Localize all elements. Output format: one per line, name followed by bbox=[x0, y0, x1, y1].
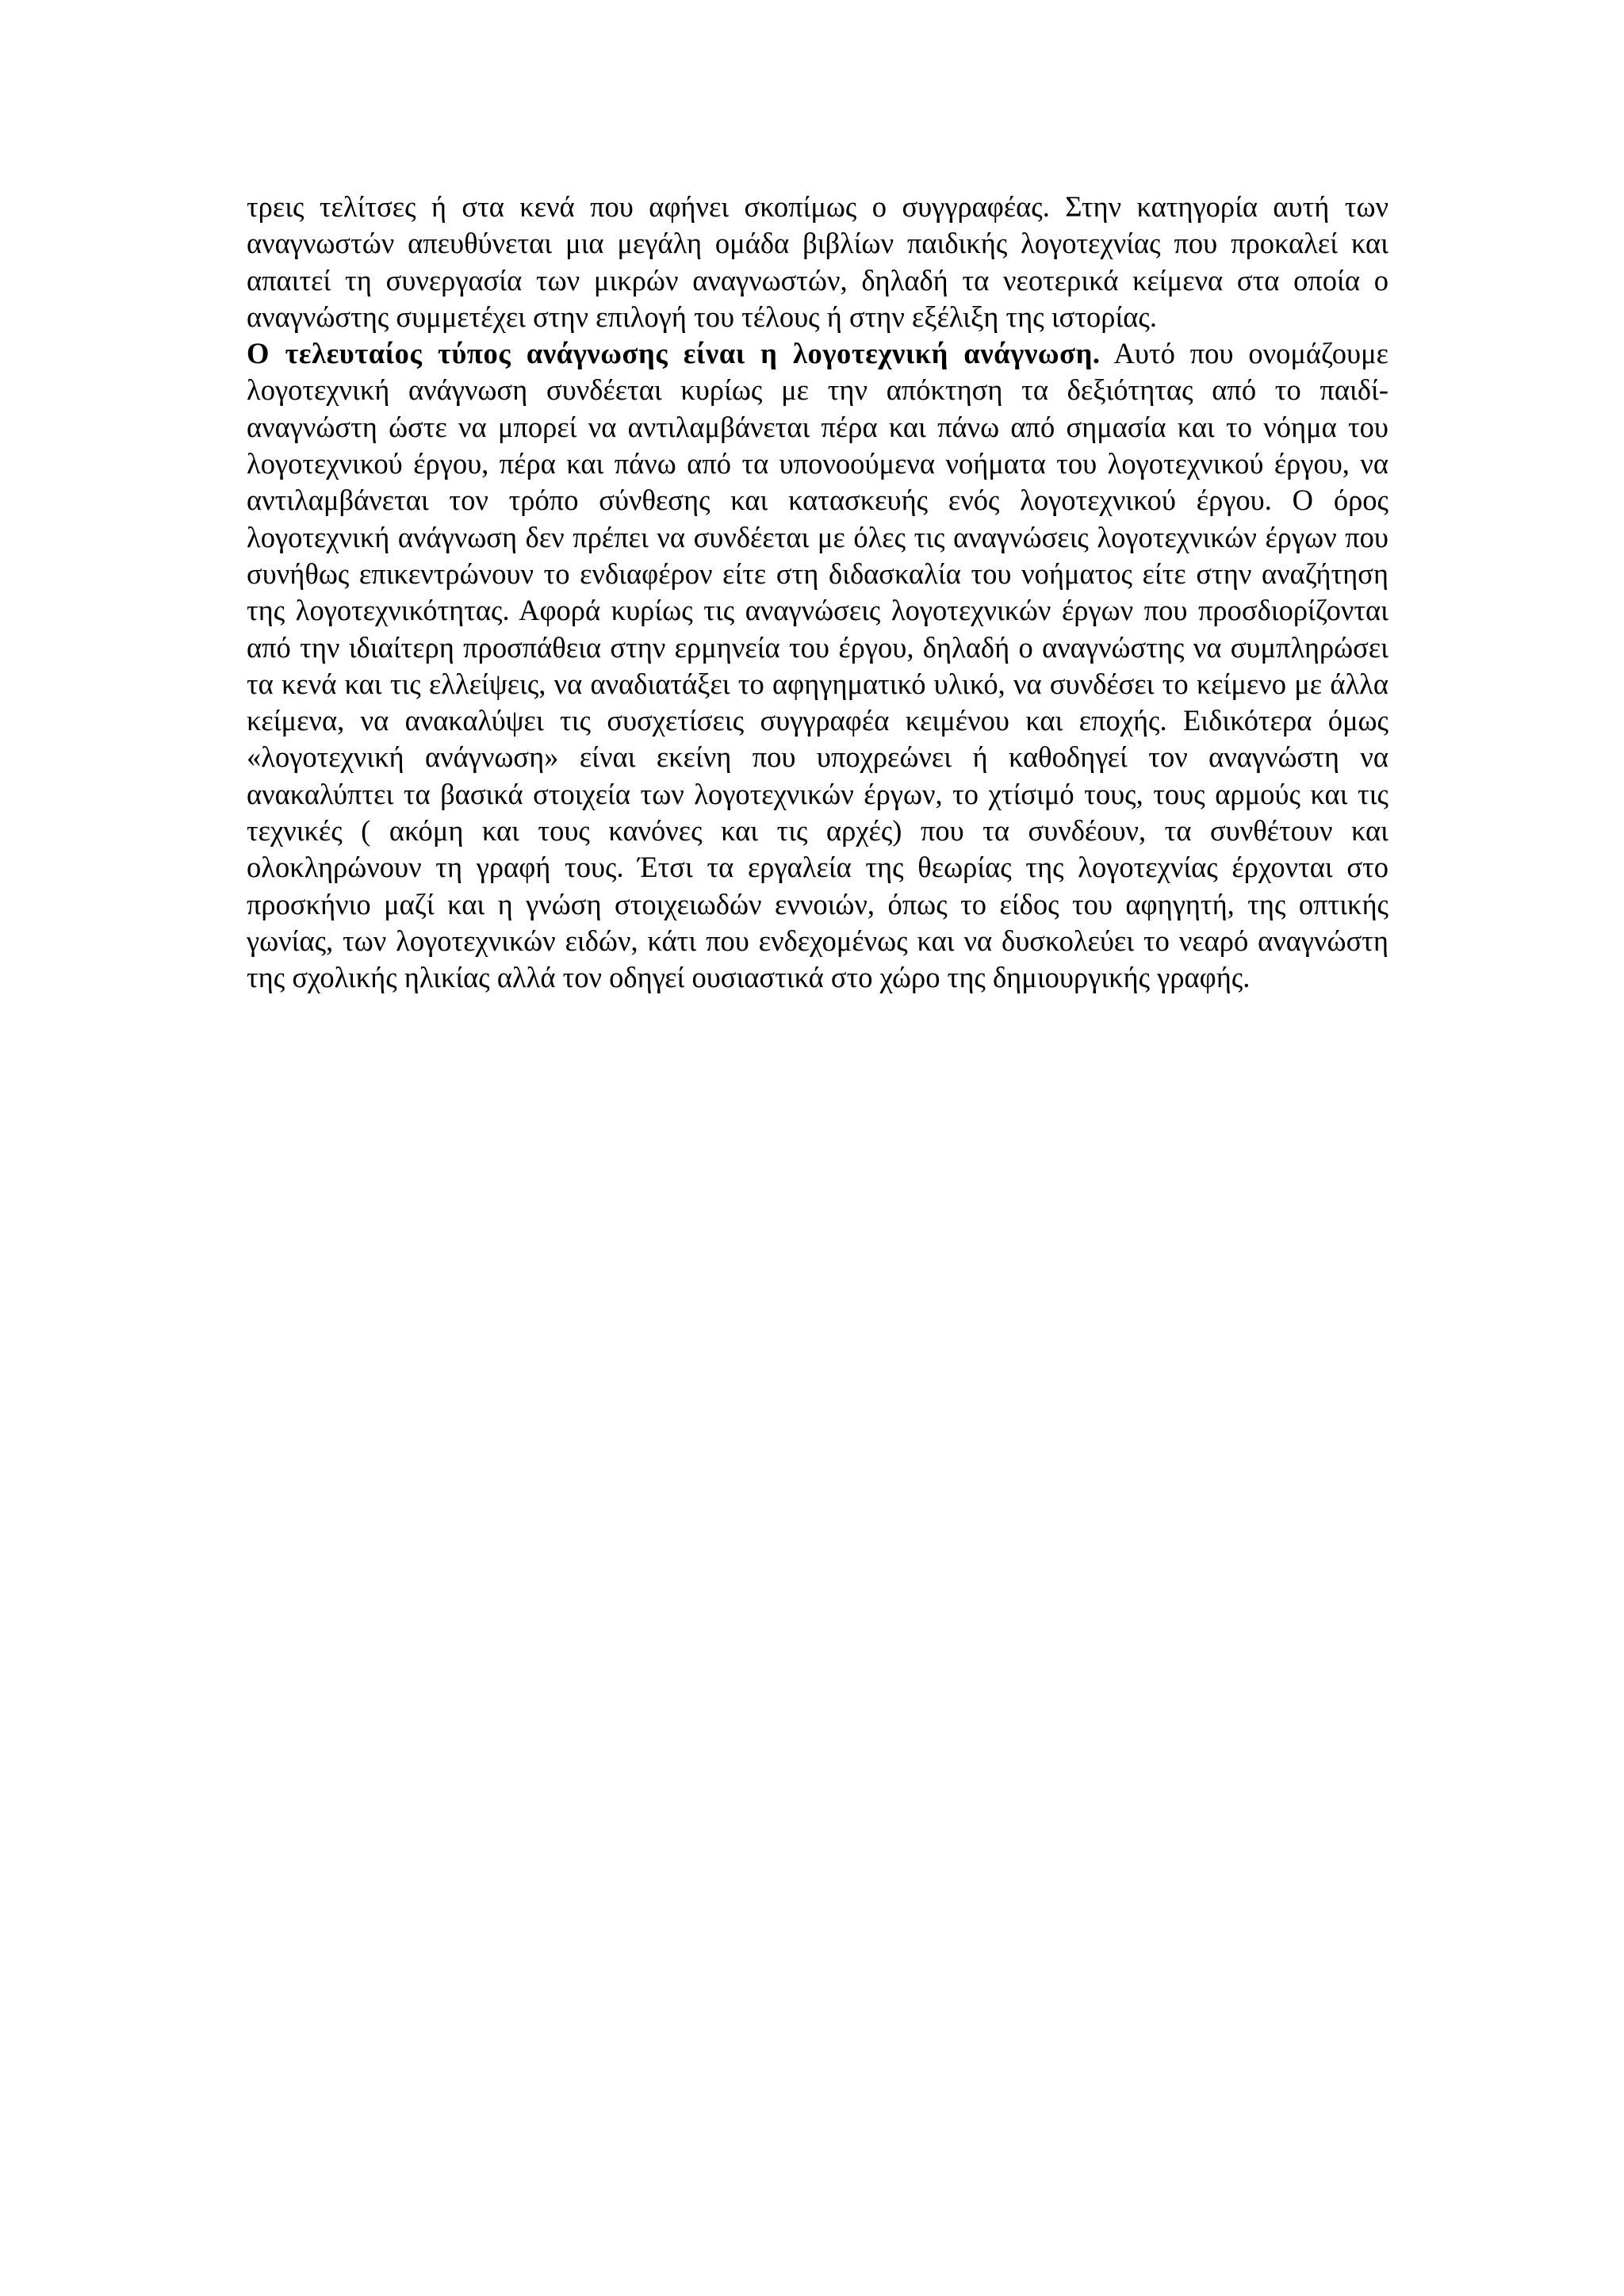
paragraph-reader-participation: τρεις τελίτσες ή στα κενά που αφήνει σκοπίμως ο συγγραφέας. Στην κατηγορία αυτή των αναγνωστών απευθύνεται μια μεγάλη ομάδα βιβλίων παιδικής λογοτεχνίας που προκαλεί και απαιτεί τη συνεργασία των μικρών αναγνωστών, δηλαδή τα νεοτερικά κείμενα στα οποία ο αναγνώστης συμμετέχει στην επιλογή του τέλους ή στην εξέλιξη της ιστορίας. bbox=[247, 190, 1388, 333]
body-text bbox=[247, 189, 1388, 997]
paragraph-lead-bold: Ο τελευταίος τύπος ανάγνωσης είναι η λογοτεχνική ανάγνωση. bbox=[247, 337, 1101, 370]
paragraph-body: Αυτό που ονομάζουμε λογοτεχνική ανάγνωση συνδέεται κυρίως με την απόκτηση τα δεξιότητας από το παιδί- αναγνώστη ώστε να μπορεί να αντιλαμβάνεται πέρα και πάνω από σημασία και το νόημα του λογοτεχνικού έργου, πέρα και πάνω από τα υπονοούμενα νοήματα του λογοτεχνικού έργου, να αντιλαμβάνεται τον τρόπο σύνθεσης και κατασκευής ενός λογοτεχνικού έργου. Ο όρος λογοτεχνική ανάγνωση δεν πρέπει να συνδέεται με όλες τις αναγνώσεις λογοτεχνικών έργων που συνήθως επικεντρώνουν το ενδιαφέρον είτε στη διδασκαλία του νοήματος είτε στην αναζήτηση της λογοτεχνικότητας. Αφορά κυρίως τις αναγνώσεις λογοτεχνικών έργων που προσδιορίζονται από την ιδιαίτερη προσπάθεια στην ερμηνεία του έργου, δηλαδή ο αναγνώστης να συμπληρώσει τα κενά και τις ελλείψεις, να αναδιατάξει το αφηγηματικό υλικό, να συνδέσει το κείμενο με άλλα κείμενα, να ανακαλύψει τις συσχετίσεις συγγραφέα κειμένου και εποχής. Ειδικότερα όμως «λογοτεχνική ανάγνωση» είναι εκείνη που υποχρεώνει ή καθοδηγεί τον αναγνώστη να ανακαλύπτει τα βασικά στοιχεία των λογοτεχνικών έργων, το χτίσιμό τους, τους αρμούς και τις τεχνικές ( ακόμη και τους κανόνες και τις αρχές) που τα συνδέουν, τα συνθέτουν και ολοκληρώνουν τη γραφή τους. Έτσι τα εργαλεία της θεωρίας της λογοτεχνίας έρχονται στο προσκήνιο μαζί και η γνώση στοιχειωδών εννοιών, όπως το είδος του αφηγητή, της οπτικής γωνίας, των λογοτεχνικών ειδών, κάτι που ενδεχομένως και να δυσκολεύει το νεαρό αναγνώστη της σχολικής ηλικίας αλλά τον οδηγεί ουσιαστικά στο χώρο της δημιουργικής γραφής. bbox=[247, 337, 1388, 994]
paragraph-literary-reading bbox=[247, 335, 1388, 996]
